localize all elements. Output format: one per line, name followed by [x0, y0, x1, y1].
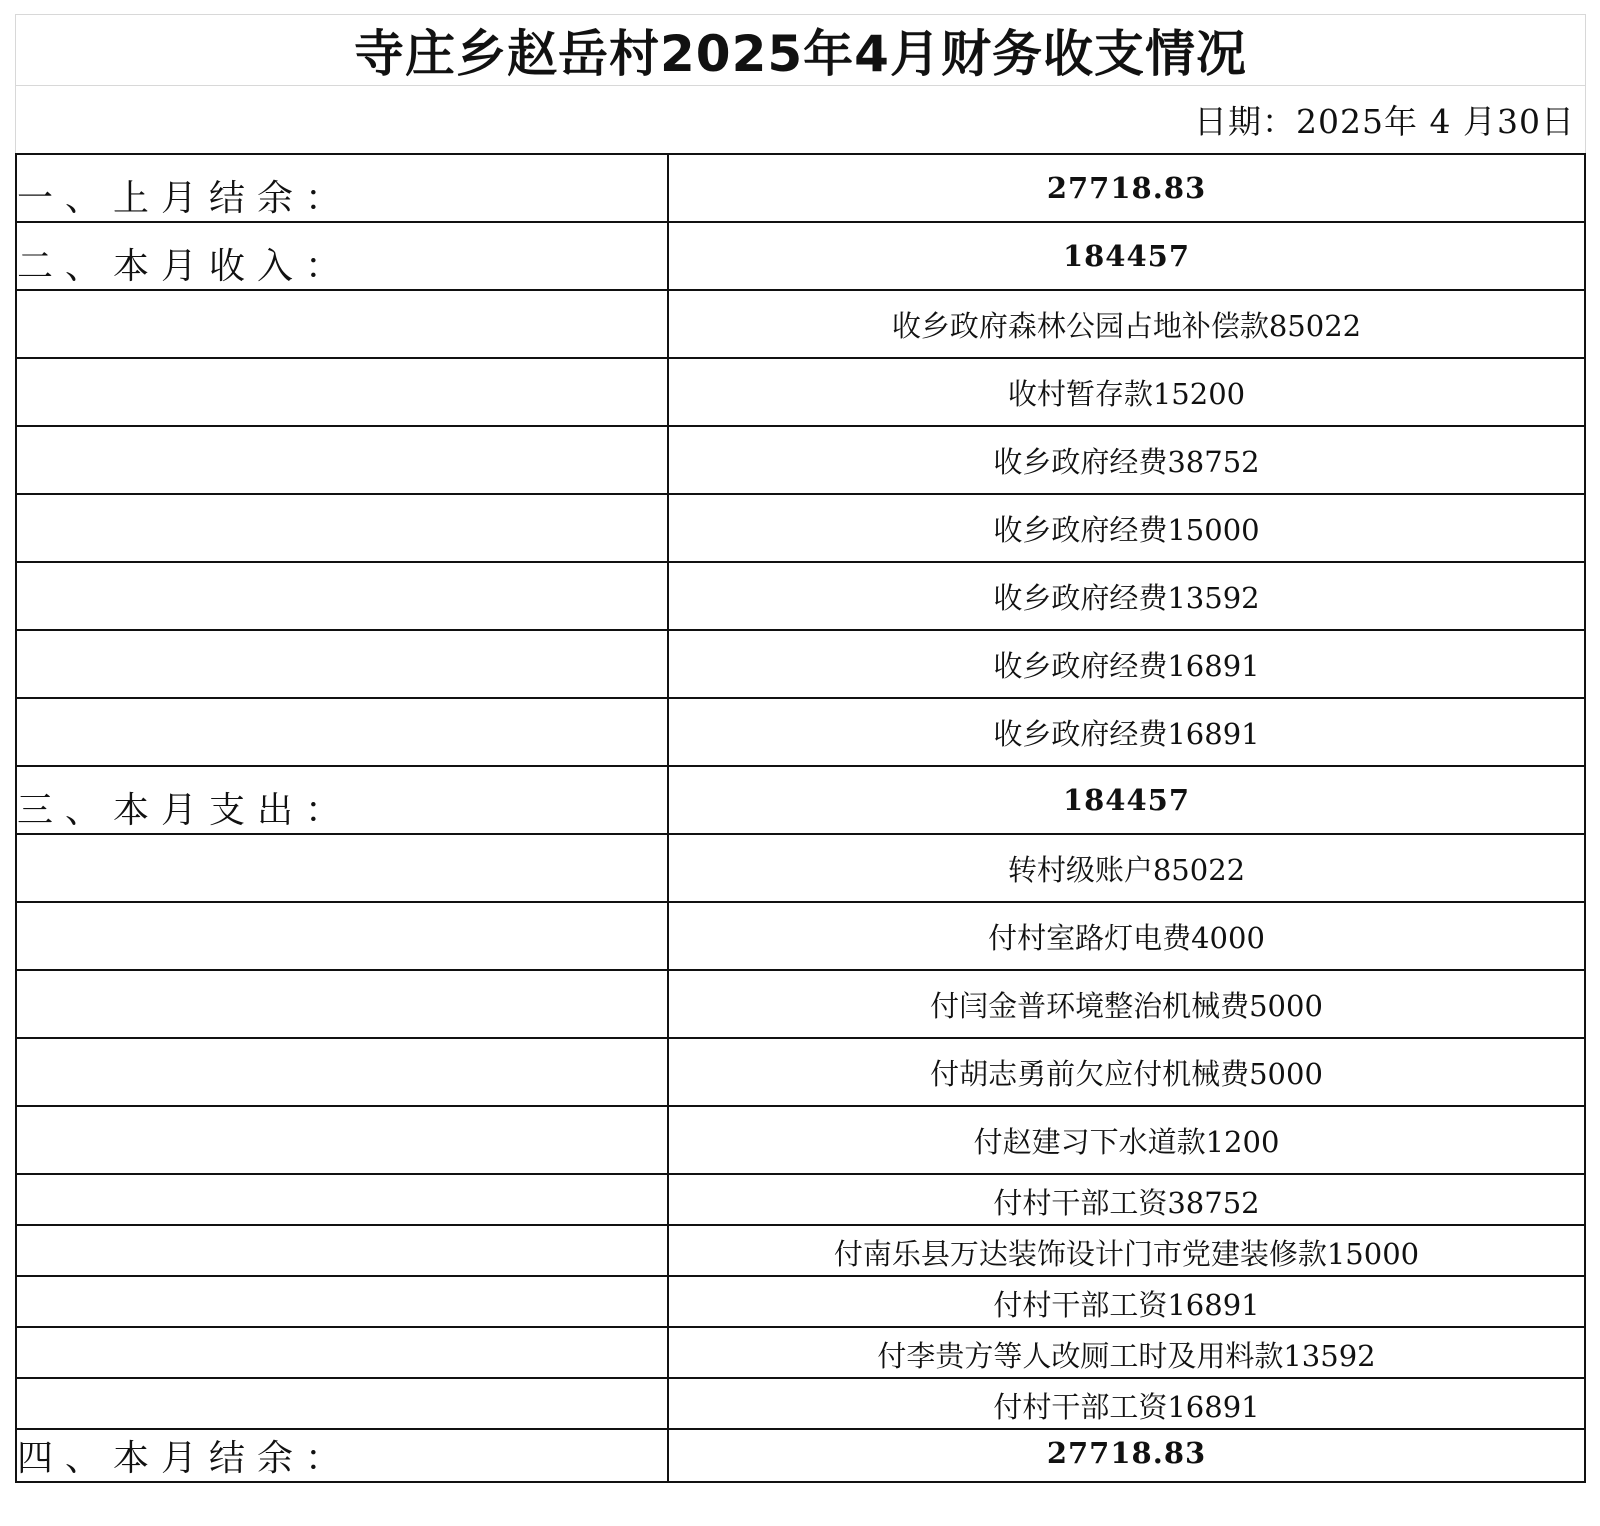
expense-item: 付村室路灯电费4000	[668, 902, 1585, 970]
table-row	[16, 902, 1585, 970]
opening-balance-row	[16, 154, 1585, 222]
table-row	[16, 970, 1585, 1038]
income-item: 收乡政府经费16891	[668, 630, 1585, 698]
empty-cell	[16, 1106, 668, 1174]
expense-total-value: 184457	[668, 766, 1585, 834]
opening-balance-label: 一、上月结余：	[16, 154, 668, 222]
empty-cell	[16, 834, 668, 902]
expense-label: 三、本月支出：	[16, 766, 668, 834]
expense-item: 付村干部工资16891	[668, 1378, 1585, 1429]
empty-cell	[16, 1276, 668, 1327]
table-row	[16, 358, 1585, 426]
income-item: 收村暂存款15200	[668, 358, 1585, 426]
income-total-row	[16, 222, 1585, 290]
empty-cell	[16, 970, 668, 1038]
income-item: 收乡政府经费15000	[668, 494, 1585, 562]
table-row	[16, 494, 1585, 562]
empty-cell	[16, 1378, 668, 1429]
closing-balance-label: 四、本月结余：	[16, 1429, 668, 1482]
spreadsheet	[15, 14, 1586, 1483]
table-row	[16, 1276, 1585, 1327]
table-row	[16, 834, 1585, 902]
empty-cell	[16, 494, 668, 562]
income-item: 收乡政府经费13592	[668, 562, 1585, 630]
expense-item: 付赵建习下水道款1200	[668, 1106, 1585, 1174]
expense-total-row	[16, 766, 1585, 834]
table-row	[16, 1378, 1585, 1429]
income-item: 收乡政府经费38752	[668, 426, 1585, 494]
income-label: 二、本月收入：	[16, 222, 668, 290]
empty-cell	[16, 1174, 668, 1225]
empty-cell	[16, 698, 668, 766]
closing-balance-row	[16, 1429, 1585, 1482]
income-item: 收乡政府经费16891	[668, 698, 1585, 766]
empty-cell	[16, 902, 668, 970]
expense-item: 付村干部工资38752	[668, 1174, 1585, 1225]
table-row	[16, 1327, 1585, 1378]
empty-cell	[16, 358, 668, 426]
empty-cell	[16, 630, 668, 698]
table-row	[16, 1038, 1585, 1106]
empty-cell	[16, 426, 668, 494]
income-total-value: 184457	[668, 222, 1585, 290]
expense-item: 转村级账户85022	[668, 834, 1585, 902]
expense-item: 付村干部工资16891	[668, 1276, 1585, 1327]
empty-cell	[16, 1225, 668, 1276]
expense-item: 付闫金普环境整治机械费5000	[668, 970, 1585, 1038]
table-row	[16, 698, 1585, 766]
empty-cell	[16, 562, 668, 630]
table-row	[16, 426, 1585, 494]
table-row	[16, 562, 1585, 630]
expense-item: 付李贵方等人改厕工时及用料款13592	[668, 1327, 1585, 1378]
ledger-table	[15, 153, 1586, 1483]
title-row	[15, 14, 1586, 85]
empty-cell	[16, 1327, 668, 1378]
expense-item: 付南乐县万达装饰设计门市党建装修款15000	[668, 1225, 1585, 1276]
empty-cell	[16, 1038, 668, 1106]
table-row	[16, 1225, 1585, 1276]
sheet-title: 寺庄乡赵岳村2025年4月财务收支情况	[354, 25, 1247, 83]
table-row	[16, 630, 1585, 698]
table-row	[16, 1106, 1585, 1174]
report-date: 日期：2025年 4 月30日	[1194, 102, 1575, 141]
table-row	[16, 290, 1585, 358]
empty-cell	[16, 290, 668, 358]
opening-balance-value: 27718.83	[668, 154, 1585, 222]
closing-balance-value: 27718.83	[668, 1429, 1585, 1482]
expense-item: 付胡志勇前欠应付机械费5000	[668, 1038, 1585, 1106]
income-item: 收乡政府森林公园占地补偿款85022	[668, 290, 1585, 358]
date-row	[15, 85, 1586, 153]
table-row	[16, 1174, 1585, 1225]
